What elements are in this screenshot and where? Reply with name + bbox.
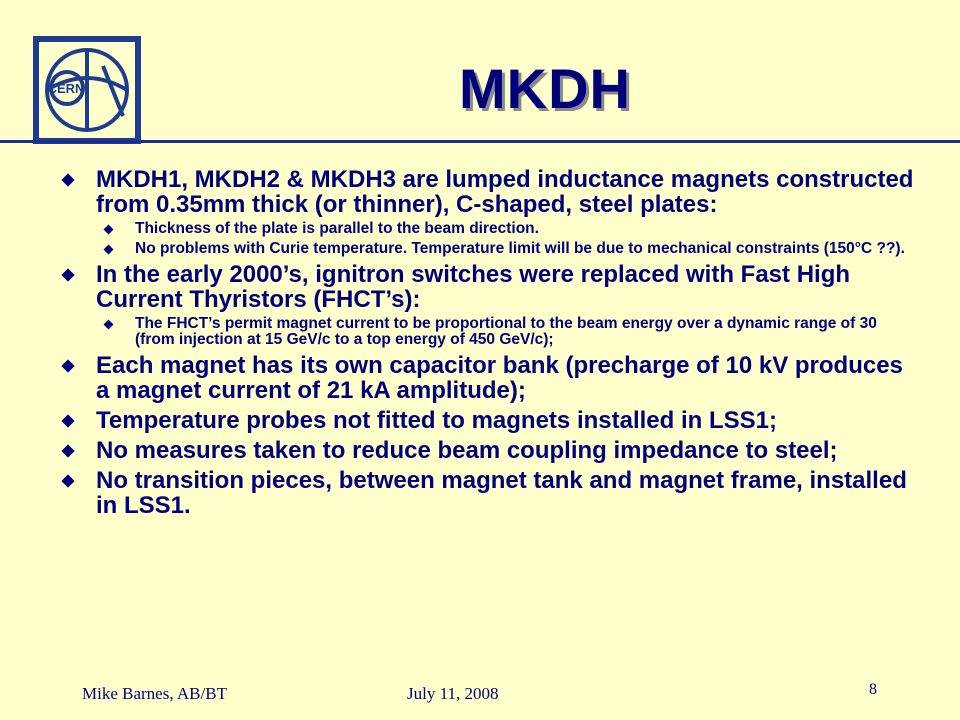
- diamond-bullet-icon: [61, 444, 74, 457]
- diamond-bullet-icon: [104, 320, 114, 330]
- title-divider: [0, 140, 960, 143]
- page-number: 8: [869, 681, 877, 698]
- bullet-text: In the early 2000’s, ignitron switches were replaced with Fast High Current Thyristors (FHCT’s):: [96, 261, 851, 313]
- bullet-text: The FHCT’s permit magnet current to be proportional to the beam energy over a dynamic range of 30 (from injection at 15 GeV/c to a top energy of 450 GeV/c);: [135, 315, 877, 348]
- bullet-item: [60, 167, 920, 217]
- diamond-bullet-icon: [104, 225, 114, 235]
- slide-title: MKDH: [459, 57, 631, 120]
- bullet-text: Each magnet has its own capacitor bank (precharge of 10 kV produces a magnet current of 21 kA amplitude);: [96, 352, 903, 404]
- diamond-bullet-icon: [61, 414, 74, 427]
- diamond-bullet-icon: [61, 474, 74, 487]
- logo-text: CERN: [47, 81, 85, 96]
- bullet-text: MKDH1, MKDH2 & MKDH3 are lumped inductance magnets constructed from 0.35mm thick (or thinner), C-shaped, steel plates:: [96, 166, 914, 218]
- sub-bullet-item: [104, 221, 920, 237]
- bullet-text: Temperature probes not fitted to magnets installed in LSS1;: [96, 407, 777, 434]
- diamond-bullet-icon: [61, 359, 74, 372]
- bullet-list: [60, 162, 920, 518]
- sub-bullet-item: [104, 316, 920, 348]
- bullet-text: No problems with Curie temperature. Temperature limit will be due to mechanical constraints (150°C ??).: [135, 240, 905, 257]
- sub-bullet-item: [104, 241, 920, 257]
- bullet-item: [60, 468, 920, 518]
- bullet-text: No transition pieces, between magnet tank and magnet frame, installed in LSS1.: [96, 467, 907, 519]
- footer-author: Mike Barnes, AB/BT: [82, 684, 227, 703]
- diamond-bullet-icon: [104, 245, 114, 255]
- diamond-bullet-icon: [61, 173, 74, 186]
- bullet-item: [60, 353, 920, 403]
- bullet-item: [60, 438, 920, 463]
- bullet-text: Thickness of the plate is parallel to the beam direction.: [135, 220, 539, 237]
- bullet-item: [60, 262, 920, 312]
- footer-date: July 11, 2008: [407, 684, 499, 703]
- bullet-item: [60, 408, 920, 433]
- diamond-bullet-icon: [61, 268, 74, 281]
- bullet-text: No measures taken to reduce beam coupling impedance to steel;: [96, 437, 838, 464]
